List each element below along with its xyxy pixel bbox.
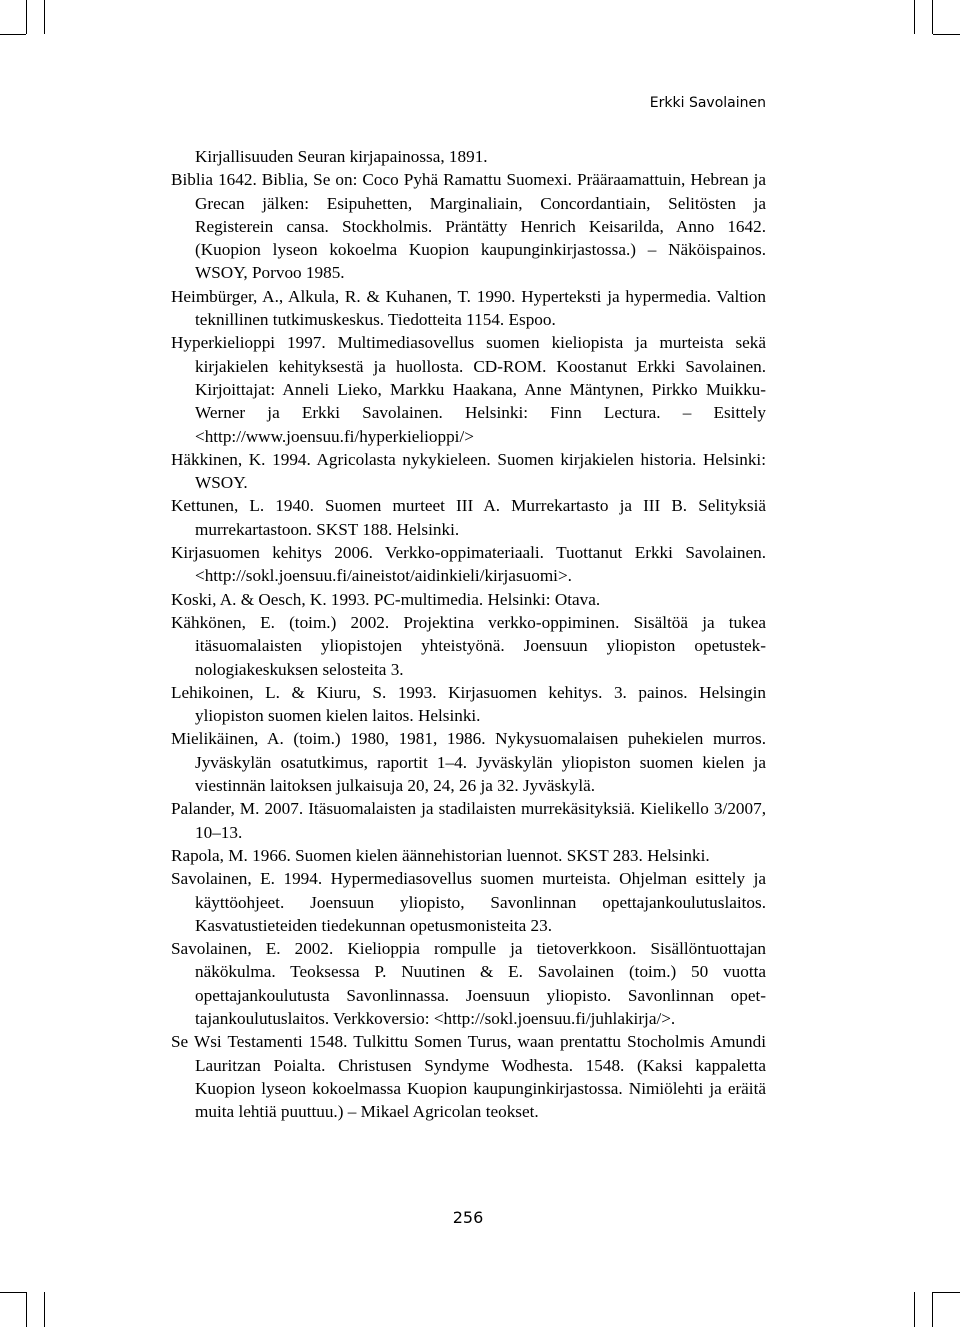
crop-mark (933, 34, 960, 35)
page-number: 256 (452, 1208, 484, 1227)
crop-mark (914, 0, 915, 34)
reference-entry: Rapola, M. 1966. Suomen kielen äännehistorian luennot. SKST 283. Helsinki. (171, 845, 710, 865)
crop-mark (932, 1292, 933, 1327)
crop-mark (44, 0, 45, 34)
reference-list (171, 145, 766, 1123)
crop-mark (914, 1292, 915, 1327)
reference-entry: Kähkönen, E. (toim.) 2002. Projektina verkko-oppiminen. Sisältöä ja tukea itäsuomalaisten yliopistojen yhteistyönä. Joensuun yliopiston opetusteknologiakeskuksen selosteita 3. (171, 612, 766, 679)
reference-entry: Mielikäinen, A. (toim.) 1980, 1981, 1986. Nykysuomalaisen puhekielen murros. Jyväskylän osatutkimus, raportit 1–4. Jyväskylän yliopiston suomen kielen ja viestinnän laitoksen julkaisuja 20, 24, 26 ja 32. Jyväskylä. (171, 729, 766, 796)
reference-entry: Biblia 1642. Biblia, Se on: Coco Pyhä Ramattu Suomexi. Prääraamattuin, Hebrean ja Grecan jälken: Esipuhetten, Marginaliain, Concordantiain, Selitösten ja Registerein cansa. Stockholmis. Präntätty Henrich Keisarilda, Anno 1642. (Kuopion lyseon kokoelma Kuopion kaupunginkirjastossa.) – Näköispainos. WSOY, Porvoo 1985. (171, 170, 766, 283)
reference-entry: Hyperkielioppi 1997. Multimediasovellus suomen kieliopista ja murteista sekä kirjakielen kehityksestä ja huollosta. CD-ROM. Koostanut Erkki Savolainen. Kirjoittajat: Anneli Lieko, Markku Haakana, Anne Mäntynen, Pirkko Muikku-Werner ja Erkki Savolainen. Helsinki: Finn Lectura. – Esittely <http://www.joensuu.fi/hyperkielioppi/> (171, 333, 766, 446)
reference-entry: Kirjasuomen kehitys 2006. Verkko-oppimateriaali. Tuottanut Erkki Savolainen. <http://sokl.joensuu.fi/aineistot/aidinkieli/kirjasuomi>. (171, 543, 766, 586)
crop-mark (26, 0, 27, 34)
reference-entry: Savolainen, E. 2002. Kielioppia rompulle ja tietoverkkoon. Sisällöntuottajan näkökulma. Teoksessa P. Nuutinen & E. Savolainen (toim.) 50 vuotta opettajankoulutusta Savonlinnassa. Joensuun yliopisto. Savonlinnan opettajankoulutuslaitos. Verkkoversio: <http://sokl.joensuu.fi/juhlakirja/>. (171, 939, 766, 1028)
crop-mark (44, 1292, 45, 1327)
crop-mark (26, 1292, 27, 1327)
reference-entry: Savolainen, E. 1994. Hypermediasovellus suomen murteista. Ohjelman esittely ja käyttöohjeet. Joensuun yliopisto, Savonlinnan opettajankoulutuslaitos. Kasvatustieteiden tiedekunnan opetusmonisteita 23. (171, 869, 766, 935)
reference-entry: Palander, M. 2007. Itäsuomalaisten ja stadilaisten murrekäsityksiä. Kielikello 3/2007, 10–13. (171, 799, 766, 842)
crop-mark (0, 1292, 26, 1293)
running-header-author: Erkki Savolainen (649, 95, 766, 111)
crop-mark (933, 1292, 960, 1293)
reference-entry: Lehikoinen, L. & Kiuru, S. 1993. Kirjasuomen kehitys. 3. painos. Helsingin yliopiston suomen kielen laitos. Helsinki. (171, 682, 766, 726)
reference-entry: Koski, A. & Oesch, K. 1993. PC-multimedia. Helsinki: Otava. (171, 589, 601, 609)
crop-mark (932, 0, 933, 34)
crop-mark (0, 34, 26, 35)
reference-entry: Heimbürger, A., Alkula, R. & Kuhanen, T. 1990. Hyperteksti ja hypermedia. Valtion teknillinen tutkimuskeskus. Tiedotteita 1154. Espoo. (171, 286, 766, 330)
reference-entry: Kirjallisuuden Seuran kirjapainossa, 1891. (195, 147, 488, 166)
reference-entry: Se Wsi Testamenti 1548. Tulkittu Somen Turus, waan prentattu Stocholmis Amundi Lauritzan Poialta. Christusen Syndyme Wodhesta. 1548. (Kaksi kappaletta Kuopion lyseon kokoelmassa Kuopion kaupunginkirjastossa. Nimiölehti ja eräitä muita lehtiä puuttuu.) – Mikael Agricolan teokset. (171, 1032, 766, 1122)
reference-entry: Häkkinen, K. 1994. Agricolasta nykykieleen. Suomen kirjakielen historia. Helsinki: WSOY. (171, 449, 766, 493)
reference-entry: Kettunen, L. 1940. Suomen murteet III A. Murrekartasto ja III B. Selityksiä murrekartastoon. SKST 188. Helsinki. (171, 496, 766, 539)
